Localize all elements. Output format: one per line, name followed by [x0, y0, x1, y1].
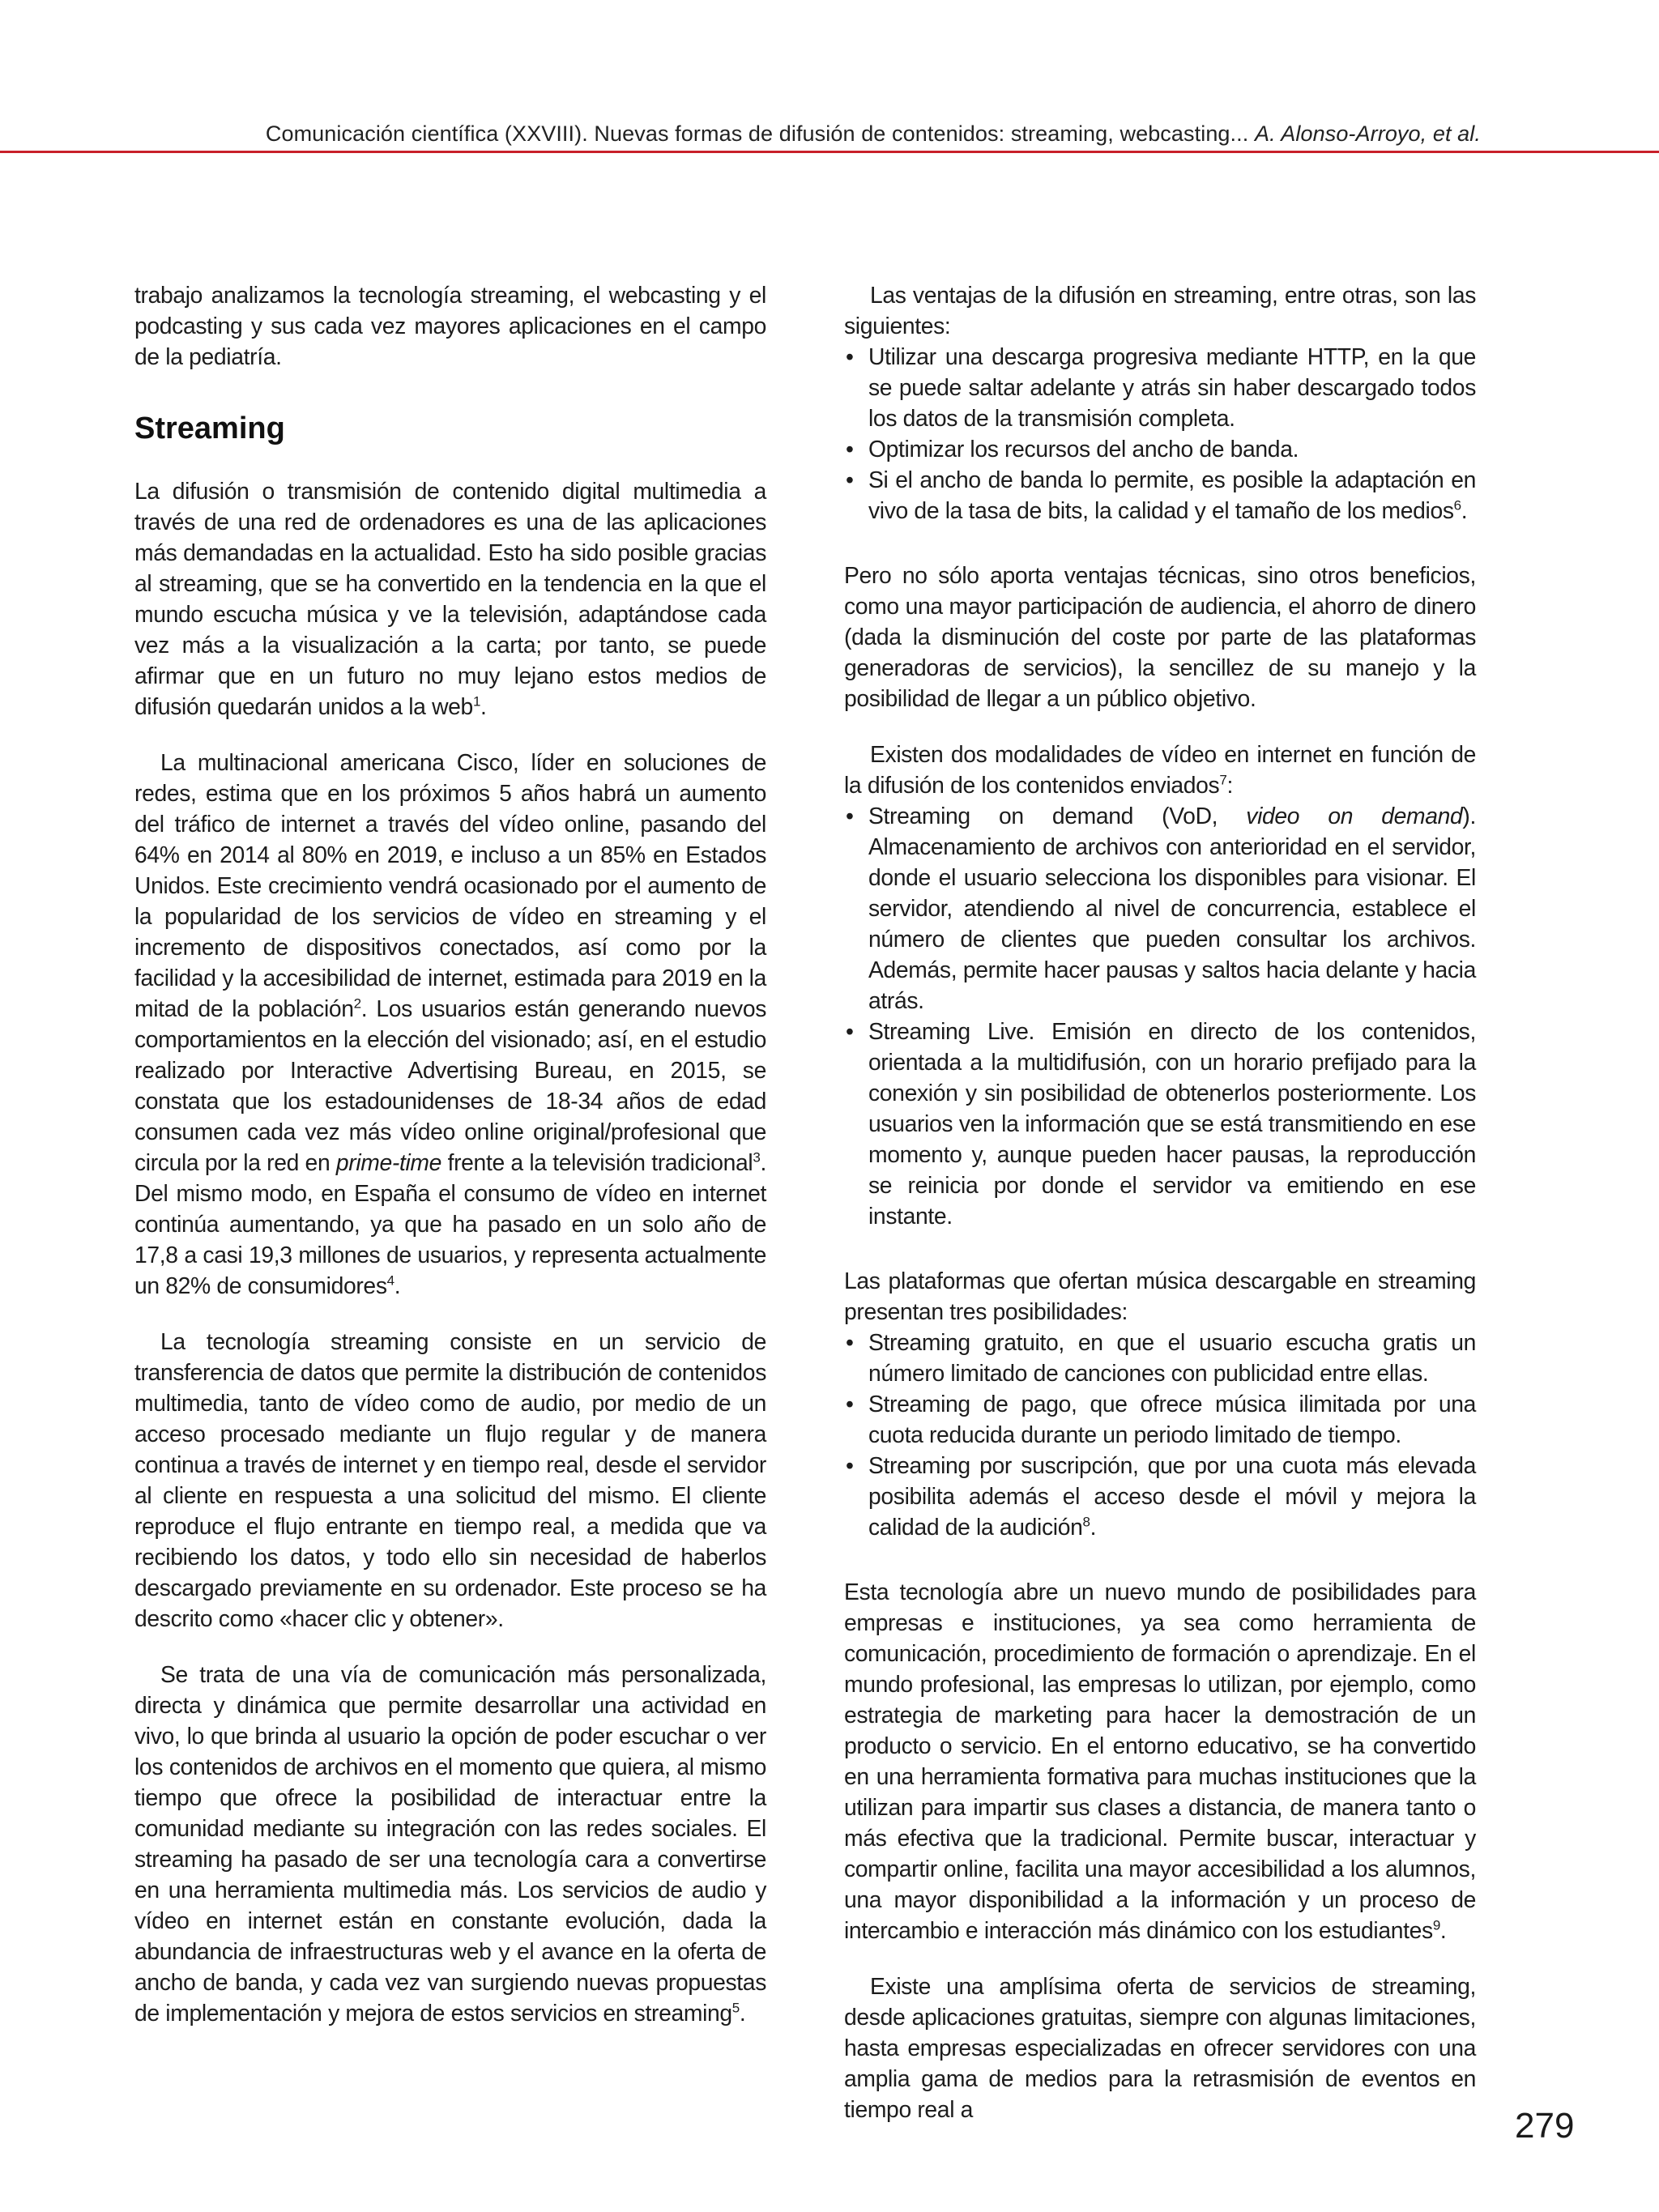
- footnote-ref[interactable]: 7: [1219, 772, 1227, 788]
- paragraph-text: La difusión o transmisión de contenido digital multimedia a través de una red de ordenadores es una de las aplicaciones más demandadas en la actualidad. Esto ha sido posible gracias al streaming, que se ha convertido en la tendencia en la que el mundo escucha música y ve la televisión, adaptándose cada vez más a la visualización a la carta; por tanto, se puede afirmar que en un futuro no muy lejano estos medios de difusión quedarán unidos a la web: [134, 478, 766, 719]
- paragraph: [134, 1659, 766, 2028]
- header-rule: [0, 151, 1659, 153]
- paragraph-text: .: [739, 2000, 746, 2026]
- bullet-icon: •: [846, 467, 854, 492]
- paragraph-text: . Los usuarios están generando nuevos comportamientos en la elección del visionado; así, en el estudio realizado por Interactive Advertising Bureau, en 2015, se constata que los estadounidenses de 18-34 años de edad consumen cada vez más vídeo online original/profesional que circula por la red en: [134, 995, 767, 1175]
- footnote-ref[interactable]: 9: [1432, 1917, 1440, 1933]
- list-item-text: .: [1461, 497, 1468, 523]
- emphasis-text: video on demand: [1246, 803, 1463, 829]
- paragraph-text: .: [1439, 1917, 1447, 1943]
- paragraph-text: Existen dos modalidades de vídeo en internet en función de la difusión de los contenidos enviados: [844, 741, 1476, 798]
- list-item: [844, 1388, 1476, 1450]
- paragraph: Pero no sólo aporta ventajas técnicas, sino otros beneficios, como una mayor participación de audiencia, el ahorro de dinero (dada la disminución del coste por parte de las plataformas generadoras de servicios), la sencillez de su manejo y la posibilidad de llegar a un público objetivo.: [844, 562, 1476, 711]
- bullet-icon: •: [846, 1329, 854, 1355]
- list-item: [844, 1327, 1476, 1388]
- list-item-text: Streaming por suscripción, que por una cuota más elevada posibilita además el acceso desde el móvil y mejora la calidad de la audición: [868, 1452, 1476, 1540]
- bullet-icon: •: [846, 343, 854, 369]
- header-title: Comunicación científica (XXVIII). Nuevas formas de difusión de contenidos: streaming, webcasting...: [265, 121, 1255, 146]
- header-authors: A. Alonso-Arroyo, et al.: [1254, 121, 1481, 146]
- footnote-ref[interactable]: 4: [386, 1272, 394, 1289]
- footnote-ref[interactable]: 5: [731, 2000, 740, 2016]
- paragraph: [844, 1576, 1476, 1946]
- list-item-text: ). Almacenamiento de archivos con anterioridad en el servidor, donde el usuario selecciona los disponibles para visionar. El servidor, atendiendo al nivel de concurrencia, establece el número de clientes que pueden consultar los archivos. Además, permite hacer pausas y saltos hacia delante y hacia atrás.: [868, 803, 1476, 1013]
- paragraph: trabajo analizamos la tecnología streaming, el webcasting y el podcasting y sus cada vez mayores aplicaciones en el campo de la pediatría.: [134, 282, 766, 369]
- bullet-list: [844, 1327, 1476, 1542]
- bullet-list: [844, 341, 1476, 526]
- footnote-ref[interactable]: 6: [1453, 497, 1461, 514]
- paragraph-text: . Del mismo modo, en España el consumo de vídeo en internet continúa aumentando, ya que ha pasado en un solo año de 17,8 a casi 19,3 millones de usuarios, y representa actualmente un 82% de consumidores: [134, 1149, 766, 1298]
- list-item-text: Streaming on demand (VoD,: [868, 803, 1247, 829]
- list-item-text: Optimizar los recursos del ancho de banda.: [868, 436, 1299, 462]
- footnote-ref[interactable]: 8: [1082, 1514, 1090, 1530]
- paragraph-text: frente a la televisión tradicional: [441, 1149, 753, 1175]
- list-item: [844, 433, 1476, 464]
- bullet-icon: •: [846, 803, 854, 829]
- paragraph: [844, 739, 1476, 800]
- list-item-text: .: [1090, 1514, 1097, 1540]
- footnote-ref[interactable]: 2: [353, 995, 361, 1012]
- paragraph-text: :: [1226, 772, 1233, 798]
- bullet-icon: •: [846, 1391, 854, 1417]
- list-item-text: Streaming gratuito, en que el usuario escucha gratis un número limitado de canciones con publicidad entre ellas.: [868, 1329, 1476, 1386]
- paragraph: [134, 475, 766, 722]
- bullet-icon: •: [846, 1018, 854, 1044]
- list-item: [844, 341, 1476, 433]
- list-item: [844, 800, 1476, 1016]
- paragraph: Las plataformas que ofertan música descargable en streaming presentan tres posibilidades:: [844, 1268, 1476, 1324]
- page-number: 279: [1515, 2106, 1575, 2146]
- bullet-list: [844, 800, 1476, 1231]
- paragraph-text: Se trata de una vía de comunicación más personalizada, directa y dinámica que permite desarrollar una actividad en vivo, lo que brinda al usuario la opción de poder escuchar o ver los contenidos de archivos en el momento que quiera, al mismo tiempo que ofrece la posibilidad de interactuar entre la comunidad mediante su integración con las redes sociales. El streaming ha pasado de ser una tecnología cara a convertirse en una herramienta multimedia más. Los servicios de audio y vídeo en internet están en constante evolución, dada la abundancia de infraestructuras web y el avance en la oferta de ancho de banda, y cada vez van surgiendo nuevas propuestas de implementación y mejora de estos servicios en streaming: [134, 1661, 766, 2026]
- section-heading: Streaming: [134, 411, 285, 445]
- list-item-text: Streaming Live. Emisión en directo de los contenidos, orientada a la multidifusión, con un horario prefijado para la conexión y sin posibilidad de obtenerlos posteriormente. Los usuarios ven la información que se está transmitiendo en ese momento y, aunque pueden hacer pausas, la reproducción se reinicia por donde el servidor va emitiendo en ese instante.: [868, 1018, 1476, 1229]
- paragraph: [134, 747, 766, 1301]
- footnote-ref[interactable]: 3: [753, 1149, 761, 1166]
- paragraph-text: Esta tecnología abre un nuevo mundo de posibilidades para empresas e instituciones, ya sea como herramienta de comunicación, procedimiento de formación o aprendizaje. En el mundo profesional, las empresas lo utilizan, por ejemplo, como estrategia de marketing para hacer la demostración de un producto o servicio. En el entorno educativo, se ha convertido en una herramienta formativa para muchas instituciones que la utilizan para impartir sus clases a distancia, de manera tanto o más efectiva que la tradicional. Permite buscar, interactuar y compartir online, facilita una mayor accesibilidad a los alumnos, una mayor disponibilidad a la información y un proceso de intercambio e interacción más dinámico con los estudiantes: [844, 1579, 1476, 1943]
- paragraph-text: .: [394, 1272, 401, 1298]
- paragraph-text: .: [480, 693, 487, 719]
- paragraph: Existe una amplísima oferta de servicios de streaming, desde aplicaciones gratuitas, siempre con algunas limitaciones, hasta empresas especializadas en ofrecer servidores con una amplia gama de medios para la retrasmisión de eventos en tiempo real a: [844, 1973, 1476, 2122]
- bullet-icon: •: [846, 436, 854, 462]
- paragraph-text: La multinacional americana Cisco, líder en soluciones de redes, estima que en los próximos 5 años habrá un aumento del tráfico de internet a través del vídeo online, pasando del 64% en 2014 al 80% en 2019, e incluso a un 85% en Estados Unidos. Este crecimiento vendrá ocasionado por el aumento de la popularidad de los servicios de vídeo en streaming y el incremento de dispositivos conectados, así como por la facilidad y la accesibilidad de internet, estimada para 2019 en la mitad de la población: [134, 749, 766, 1021]
- list-item: [844, 1450, 1476, 1542]
- right-column: [844, 279, 1476, 2150]
- list-item: [844, 464, 1476, 526]
- list-item: [844, 1016, 1476, 1231]
- list-item-text: Si el ancho de banda lo permite, es posible la adaptación en vivo de la tasa de bits, la calidad y el tamaño de los medios: [868, 467, 1476, 523]
- running-header: [0, 121, 1481, 147]
- paragraph: La tecnología streaming consiste en un servicio de transferencia de datos que permite la distribución de contenidos multimedia, tanto de vídeo como de audio, por medio de un acceso procesado mediante un flujo regular y de manera continua a través de internet y en tiempo real, desde el servidor al cliente en respuesta a una solicitud del mismo. El cliente reproduce el flujo entrante en tiempo real, a medida que va recibiendo los datos, y todo ello sin necesidad de haberlos descargado previamente en su ordenador. Este proceso se ha descrito como «hacer clic y obtener».: [134, 1328, 766, 1631]
- paragraph: Las ventajas de la difusión en streaming, entre otras, son las siguientes:: [844, 282, 1476, 339]
- left-column: [134, 279, 766, 2053]
- emphasis-text: prime-time: [335, 1149, 442, 1175]
- bullet-icon: •: [846, 1452, 854, 1478]
- list-item-text: Utilizar una descarga progresiva mediante HTTP, en la que se puede saltar adelante y atrás sin haber descargado todos los datos de la transmisión completa.: [868, 343, 1476, 431]
- list-item-text: Streaming de pago, que ofrece música ilimitada por una cuota reducida durante un periodo limitado de tiempo.: [868, 1391, 1476, 1447]
- footnote-ref[interactable]: 1: [472, 693, 481, 710]
